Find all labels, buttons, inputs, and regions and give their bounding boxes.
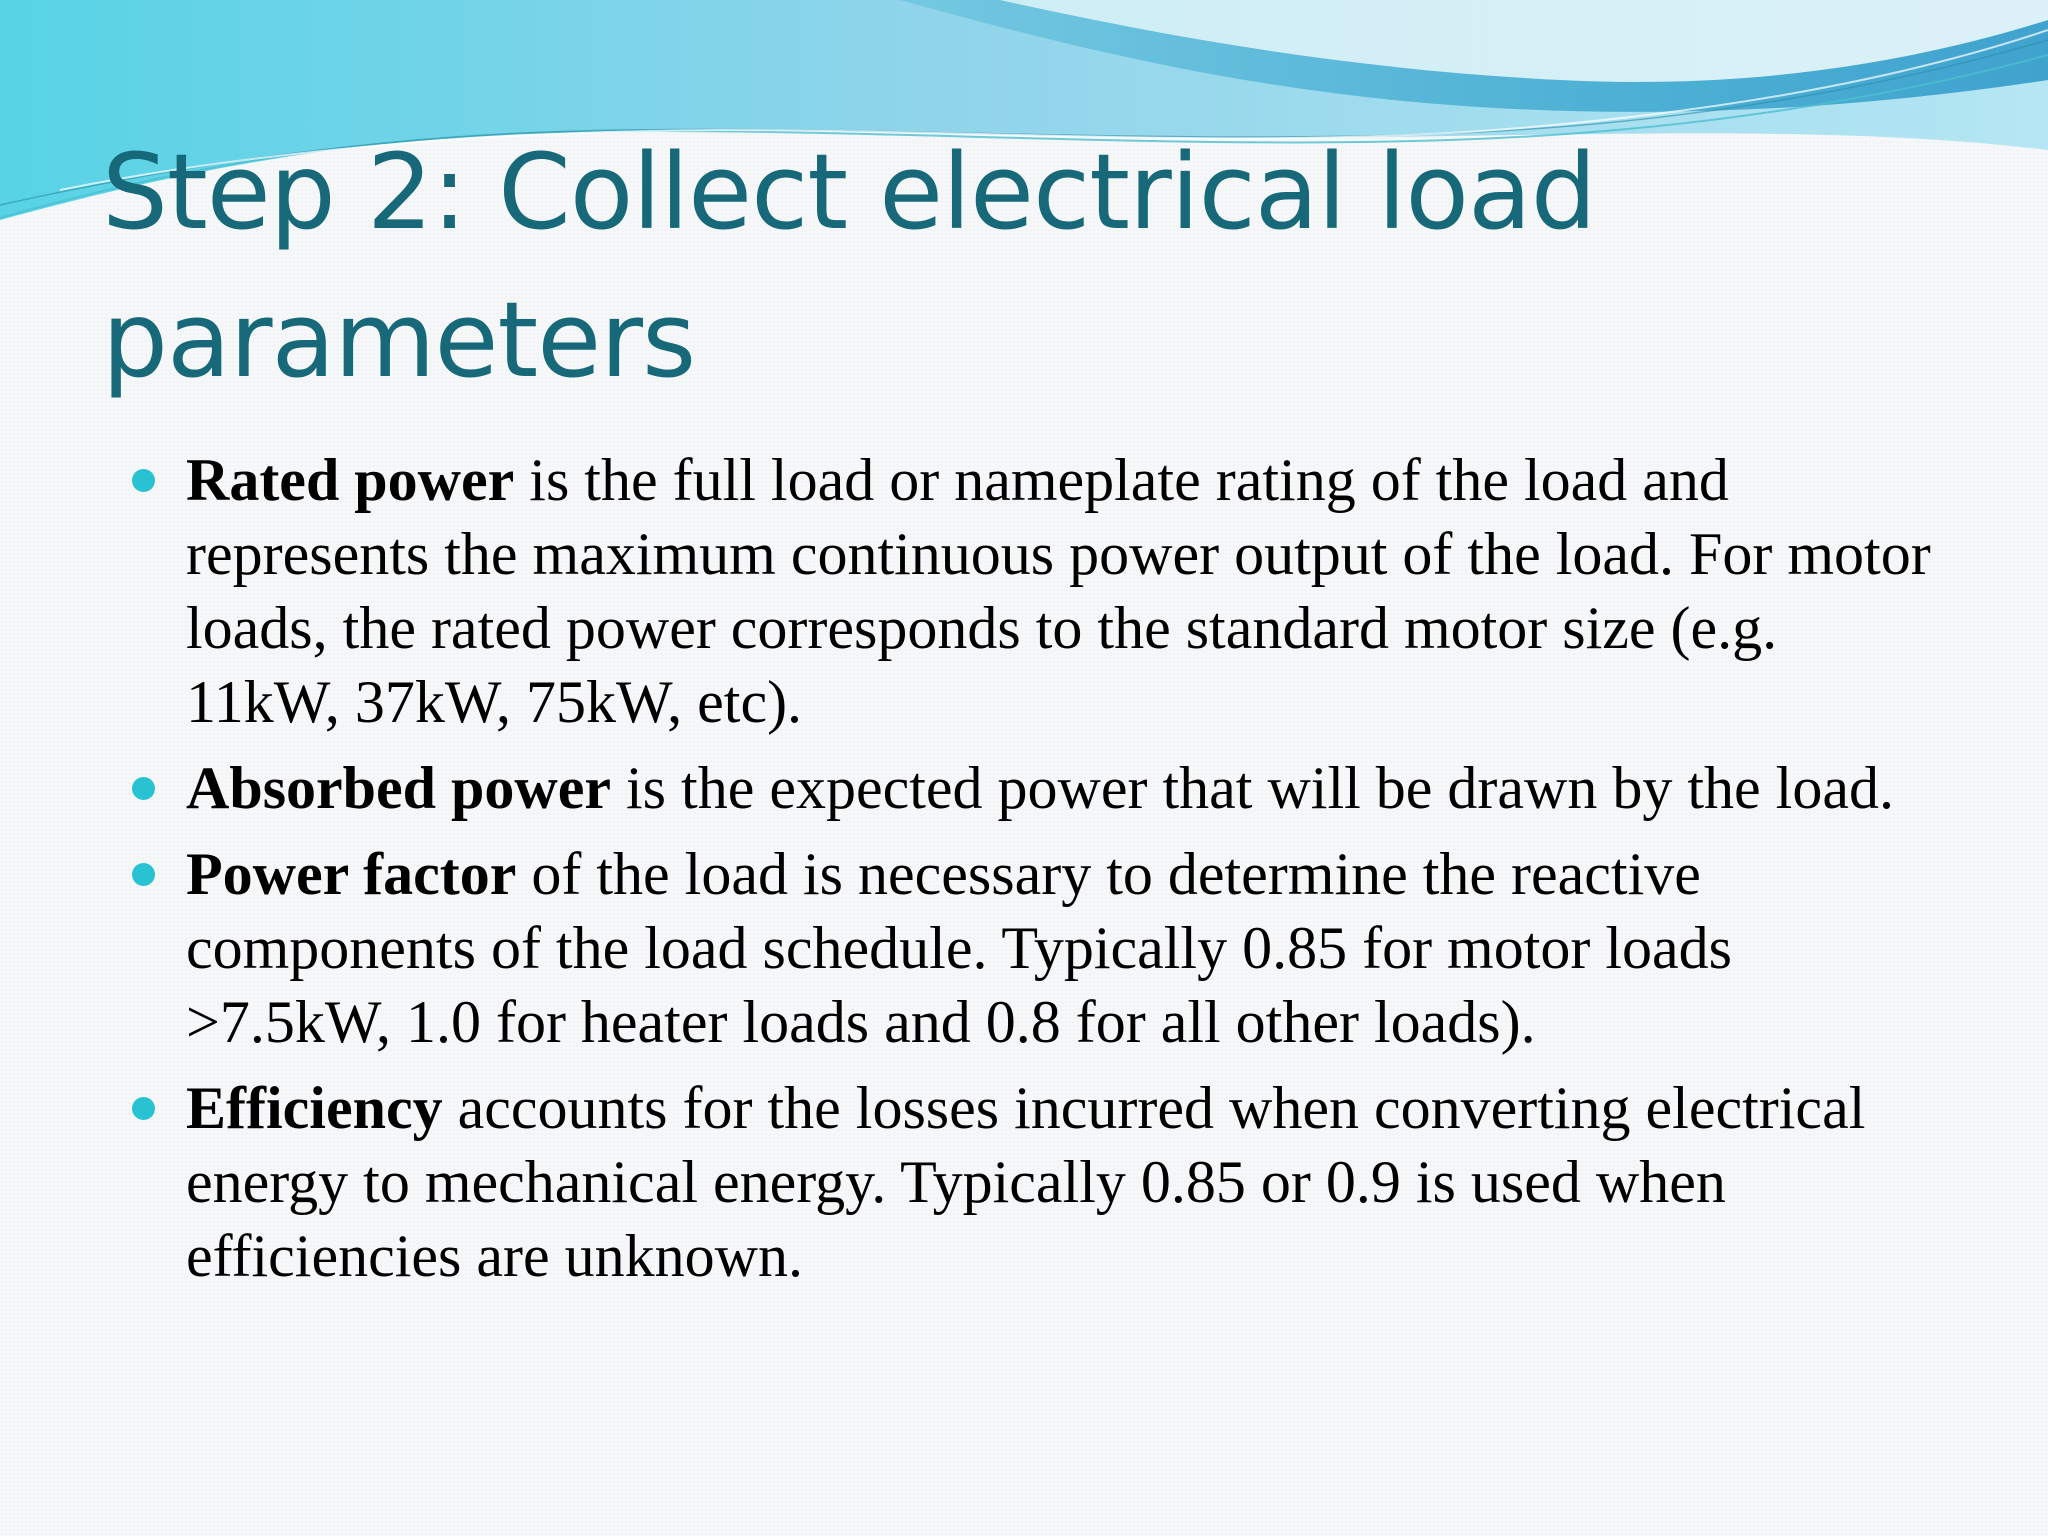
bullet-term: Rated power [186,447,515,513]
bullet-term: Efficiency [186,1075,443,1141]
bullet-dot-icon [132,777,155,800]
slide-title-line2: parameters [102,279,696,401]
slide-title-line1: Step 2: Collect electrical load [102,131,1596,253]
bullet-absorbed-power [132,751,1932,825]
bullet-term: Absorbed power [186,755,612,821]
bullet-efficiency [132,1071,1932,1293]
bullet-text: is the expected power that will be drawn by the load. [611,755,1894,821]
bullet-term: Power factor [186,841,517,907]
bullet-text: of the load is necessary to determine the reactive components of the load schedule. Typically 0.85 for motor loads >7.5kW, 1.0 for heater loads and 0.8 for all other loads). [186,841,1733,1055]
bullet-dot-icon [132,863,155,886]
slide-title [102,118,1902,414]
bullet-dot-icon [132,1097,155,1120]
bullet-dot-icon [132,469,155,492]
bullet-rated-power [132,443,1932,739]
bullet-power-factor [132,837,1932,1059]
bullet-text: is the full load or nameplate rating of the load and represents the maximum continuous power output of the load. For motor loads, the rated power corresponds to the standard motor size (e.g. 11kW, 37kW, 75kW, etc). [186,447,1931,735]
bullet-text: accounts for the losses incurred when converting electrical energy to mechanical energy. Typically 0.85 or 0.9 is used when efficiencies are unknown. [186,1075,1866,1289]
bullet-list [132,443,1932,1305]
